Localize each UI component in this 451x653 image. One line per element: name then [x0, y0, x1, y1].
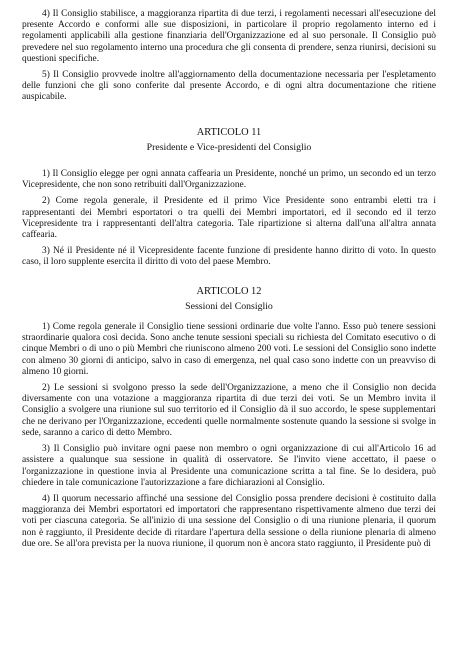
article-12-title: ARTICOLO 12: [196, 285, 262, 297]
article-12-paragraph-3: 3) Il Consiglio può invitare ogni paese non membro o ogni organizzazione di cui all'Articolo 16 ad assistere a qualunque sua sessione in qualità di osservatore. Se l'invito viene accettato, il paese o l'organizzazione in questione invia al Presidente una comunicazione scritta a tal fine. Se lo desidera, può chiedere in tale comunicazione l'autorizzazione a fare dichiarazioni al Consiglio.: [22, 444, 436, 488]
article-12-subtitle: Sessioni del Consiglio: [185, 300, 273, 312]
article-11-title: ARTICOLO 11: [196, 126, 262, 138]
paragraph-5: 5) Il Consiglio provvede inoltre all'aggiornamento della documentazione necessaria per l'espletamento delle funzioni che gli sono conferite dal presente Accordo, e di ogni altra documentazione che ritiene auspicabile.: [22, 70, 436, 103]
document-page: [22, 9, 436, 555]
article-11-subtitle: Presidente e Vice-presidenti del Consiglio: [146, 141, 312, 153]
article-11-paragraph-1: 1) Il Consiglio elegge per ogni annata caffearia un Presidente, nonché un primo, un secondo ed un terzo Vicepresidente, che non sono retribuiti dall'Organizzazione.: [22, 169, 436, 191]
article-12-paragraph-4: 4) Il quorum necessario affinché una sessione del Consiglio possa prendere decisioni è costituito dalla maggioranza dei Membri esportatori ed importatori che rappresentano rispettivamente almeno due terzi dei voti per ciascuna categoria. Se all'inizio di una sessione del Consiglio o di una riunione plenaria, il quorum non è raggiunto, il Presidente decide di ritardare l'apertura della sessione o della riunione plenaria di almeno due ore. Se all'ora prevista per la nuova riunione, il quorum non è ancora stato raggiunto, il Presidente può di: [22, 493, 436, 549]
article-12-paragraph-1: 1) Come regola generale il Consiglio tiene sessioni ordinarie due volte l'anno. Esso può tenere sessioni straordinarie qualora così decida. Sono anche tenute sessioni speciali su richiesta del Comitato esecutivo o di cinque Membri o di uno o più Membri che riuniscono almeno 200 voti. Le sessioni del Consiglio sono indette con almeno 30 giorni di anticipo, salvo in caso di emergenza, nel qual caso sono indette con un preavviso di almeno 10 giorni.: [22, 322, 436, 377]
article-12-paragraph-2: 2) Le sessioni si svolgono presso la sede dell'Organizzazione, a meno che il Consiglio non decida diversamente con una votazione a maggioranza ripartita di due terzi dei voti. Se un Membro invita il Consiglio a svolgere una riunione sul suo territorio ed il Consiglio dà il suo accordo, le spese supplementari che ne derivano per l'Organizzazione, eccedenti quelle normalmente sostenute quando la sessione si svolge in sede, saranno a carico di detto Membro.: [22, 383, 436, 438]
paragraph-4: 4) Il Consiglio stabilisce, a maggioranza ripartita di due terzi, i regolamenti necessari all'esecuzione del presente Accordo e conformi alle sue disposizioni, in particolare il proprio regolamento interno ed i regolamenti applicabili alla gestione finanziaria dell'Organizzazione ed al suo personale. Il Consiglio può prevedere nel suo regolamento interno una procedura che gli consenta di prendere, senza riunirsi, decisioni su questioni specifiche.: [22, 9, 436, 64]
article-11-paragraph-2: 2) Come regola generale, il Presidente ed il primo Vice Presidente sono entrambi eletti tra i rappresentanti dei Membri esportatori o tra quelli dei Membri importatori, ed il secondo ed il terzo Vicepresidente tra i rappresentanti dell'altra categoria. Tale ripartizione si alterna dall'una all'altra annata caffearia.: [22, 196, 436, 241]
article-11-paragraph-3: 3) Né il Presidente né il Vicepresidente facente funzione di presidente hanno diritto di voto. In questo caso, il loro supplente esercita il diritto di voto del paese Membro.: [22, 246, 436, 268]
